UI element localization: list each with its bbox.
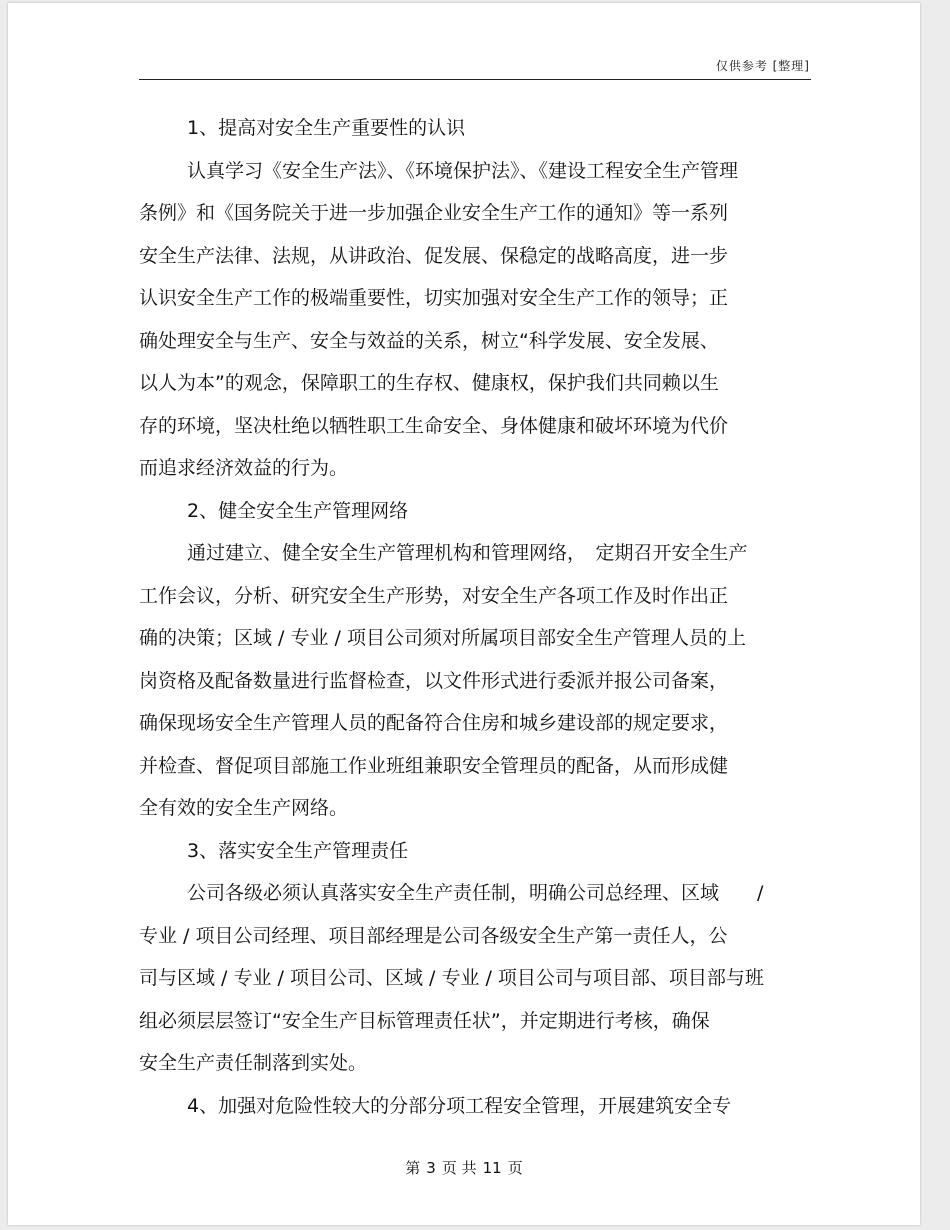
header-divider (139, 79, 811, 80)
body-line: 1、提高对安全生产重要性的认识 (187, 117, 466, 139)
body-line: 工作会议，分析、研究安全生产形势，对安全生产各项工作及时作出正 (139, 584, 729, 607)
body-line: 认识安全生产工作的极端重要性，切实加强对安全生产工作的领导；正 (139, 287, 729, 309)
document-page (8, 3, 920, 1225)
body-line: 2、健全安全生产管理网络 (187, 499, 409, 522)
body-line: 条例》和《国务院关于进一步加强企业安全生产工作的通知》等一系列 (139, 202, 729, 224)
body-line: 而追求经济效益的行为。 (139, 457, 349, 479)
body-line: 专业 / 项目公司经理、项目部经理是公司各级安全生产第一责任人，公 (139, 924, 728, 947)
body-line: 确保现场安全生产管理人员的配备符合住房和城乡建设部的规定要求， (139, 712, 729, 734)
footer-page-number: 3 (426, 1159, 436, 1177)
page-footer (8, 1157, 920, 1178)
footer-total-pages: 11 (482, 1159, 502, 1177)
body-line: 确的决策；区域 / 专业 / 项目公司须对所属项目部安全生产管理人员的上 (139, 627, 746, 649)
body-line: 组必须层层签订“安全生产目标管理责任状”，并定期进行考核，确保 (139, 1009, 710, 1032)
body-line: 确处理安全与生产、安全与效益的关系，树立“科学发展、安全发展、 (139, 329, 719, 352)
footer-suffix: 页 (507, 1159, 523, 1177)
body-line: 全有效的安全生产网络。 (139, 797, 349, 819)
body-line: 认真学习《安全生产法》、《环境保护法》、《建设工程安全生产管理 (187, 159, 739, 182)
footer-mid: 页 共 (441, 1159, 477, 1177)
body-line: 存的环境，坚决杜绝以牺牲职工生命安全、身体健康和破坏环境为代价 (139, 414, 729, 437)
body-line: 岗资格及配备数量进行监督检查，以文件形式进行委派并报公司备案， (139, 669, 729, 692)
body-line: 4、加强对危险性较大的分部分项工程安全管理，开展建筑安全专 (187, 1094, 732, 1117)
document-body (139, 107, 809, 1127)
body-line: 安全生产法律、法规，从讲政治、促发展、保稳定的战略高度，进一步 (139, 244, 729, 267)
header-note: 仅供参考 [整理] (715, 59, 810, 73)
body-line: 司与区域 / 专业 / 项目公司、区域 / 专业 / 项目公司与项目部、项目部与班 (139, 967, 764, 989)
body-line: 通过建立、健全安全生产管理机构和管理网络， 定期召开安全生产 (187, 542, 748, 564)
body-line: 公司各级必须认真落实安全生产责任制，明确公司总经理、区域 / (187, 882, 764, 904)
footer-prefix: 第 (405, 1159, 421, 1177)
body-line: 并检查、督促项目部施工作业班组兼职安全管理员的配备，从而形成健 (139, 754, 729, 777)
body-line: 安全生产责任制落到实处。 (139, 1052, 368, 1074)
body-line: 以人为本”的观念，保障职工的生存权、健康权，保护我们共同赖以生 (139, 372, 719, 394)
body-line: 3、落实安全生产管理责任 (187, 839, 409, 862)
